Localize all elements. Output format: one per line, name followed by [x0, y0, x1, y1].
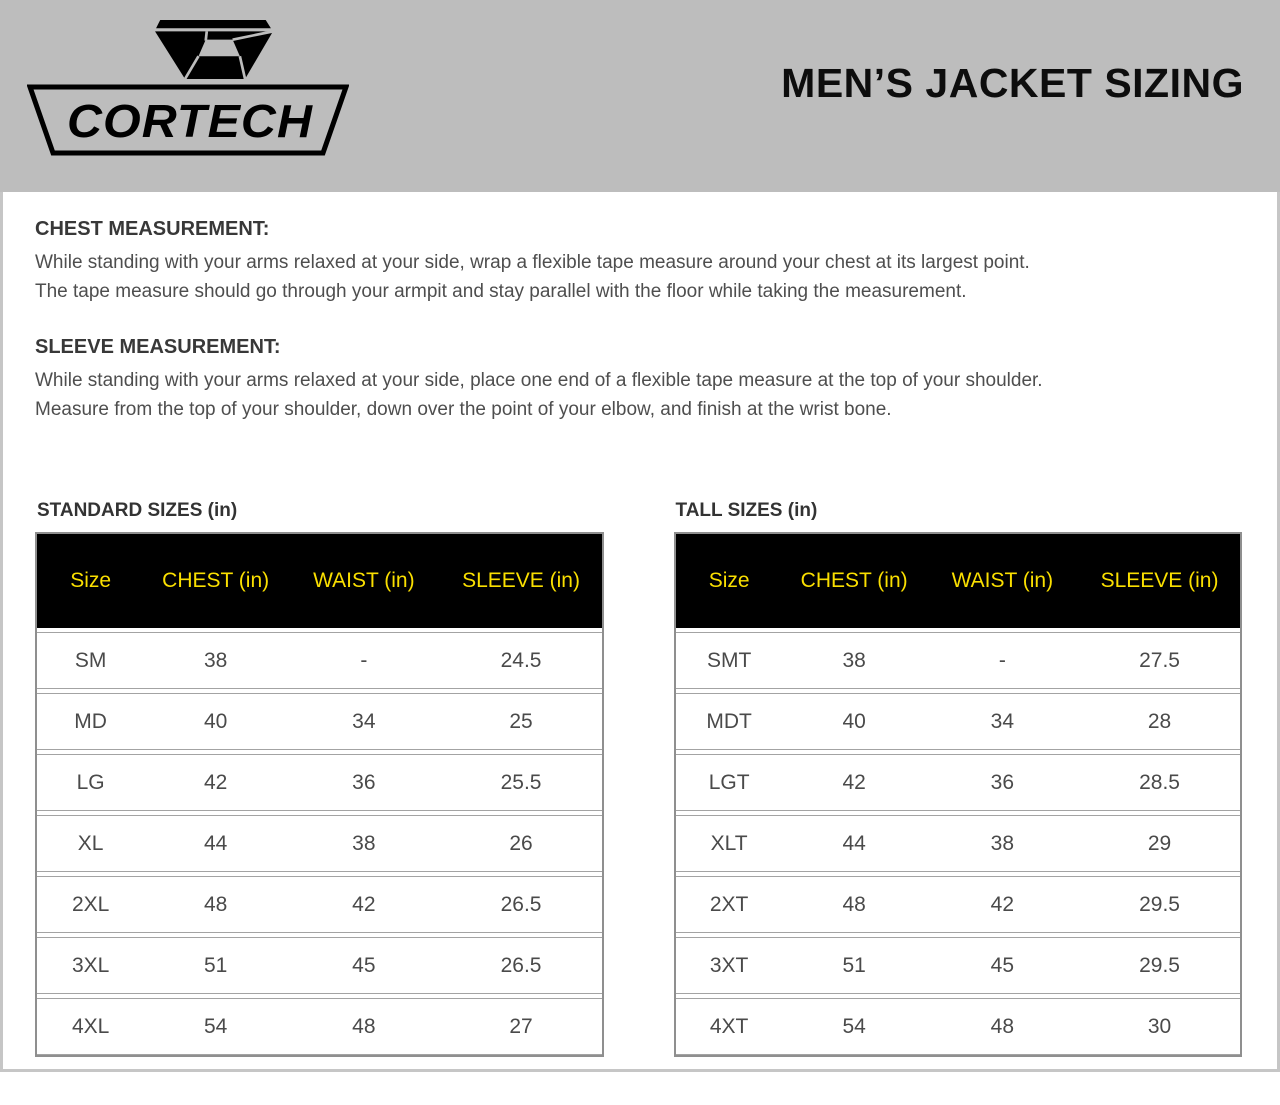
table-row [676, 632, 1241, 689]
table-cell: 48 [990, 1014, 1014, 1038]
section-text-line: The tape measure should go through your armpit and stay parallel with the floor while taking the measurement. [35, 281, 967, 302]
table-cell: 30 [1147, 1014, 1172, 1038]
table-cell: 3XL [71, 953, 110, 977]
table-cell: 38 [203, 648, 228, 672]
table-cell: 42 [203, 770, 228, 794]
section-text-line: While standing with your arms relaxed at your side, place one end of a flexible tape measure at the top of your shoulder. [35, 370, 1043, 391]
standard-sizes-table [35, 500, 604, 1057]
table-cell: SM [74, 648, 107, 672]
table-header-row [676, 534, 1241, 628]
table-cell: 44 [842, 831, 866, 855]
content-area [0, 192, 1280, 1072]
table-cell: 48 [203, 892, 228, 916]
column-header: CHEST (in) [162, 569, 270, 592]
table-row [37, 693, 602, 750]
page-title: MEN’S JACKET SIZING [781, 59, 1244, 106]
table-cell: 27 [509, 1014, 533, 1038]
table-cell: - [360, 648, 368, 672]
table-row [676, 754, 1241, 811]
table-row [37, 937, 602, 994]
table-cell: 54 [842, 1014, 866, 1038]
table-cell: 48 [352, 1014, 376, 1038]
table-body [676, 632, 1241, 1055]
table-cell: MD [74, 709, 107, 733]
table-body [37, 632, 602, 1055]
table-cell: 42 [352, 892, 376, 916]
table-row [37, 876, 602, 933]
size-tables [35, 500, 1242, 1057]
tall-sizes-table [674, 500, 1243, 1057]
table-cell: 2XL [71, 892, 110, 916]
table-cell: 36 [352, 770, 376, 794]
table-cell: 29 [1147, 831, 1172, 855]
table-cell: 2XT [709, 892, 749, 916]
table-cell: 40 [203, 709, 228, 733]
column-header: Size [70, 569, 112, 592]
table-title: TALL SIZES (in) [675, 500, 818, 521]
table-cell: 3XT [709, 953, 749, 977]
chest-measurement-section [35, 218, 1242, 306]
cortech-wordmark [27, 84, 349, 156]
table-row [37, 754, 602, 811]
table [674, 532, 1243, 1057]
table-cell: 26.5 [500, 953, 542, 977]
table-cell: 26.5 [500, 892, 542, 916]
table-cell: 28 [1147, 709, 1172, 733]
page-header [0, 0, 1280, 192]
table-row [676, 876, 1241, 933]
section-text-line: Measure from the top of your shoulder, down over the point of your elbow, and finish at the wrist bone. [35, 399, 892, 420]
table-cell: 25 [509, 709, 533, 733]
column-header: SLEEVE (in) [1100, 569, 1219, 592]
table-cell: 38 [352, 831, 376, 855]
cortech-emblem-icon [139, 20, 289, 80]
table-cell: 44 [203, 831, 228, 855]
table-cell: 25.5 [500, 770, 542, 794]
table-cell: 26 [509, 831, 533, 855]
table-cell: MDT [706, 709, 752, 733]
table-cell: 29.5 [1139, 892, 1180, 916]
table-cell: 54 [203, 1014, 228, 1038]
table-title: STANDARD SIZES (in) [37, 500, 238, 521]
table-row [676, 815, 1241, 872]
table-cell: 29.5 [1139, 953, 1180, 977]
table-row [37, 815, 602, 872]
section-heading: SLEEVE MEASUREMENT: [35, 336, 281, 358]
table-row [37, 632, 602, 689]
cortech-logo [27, 0, 349, 192]
table-cell: 38 [842, 648, 866, 672]
table-cell: 48 [842, 892, 866, 916]
column-header: CHEST (in) [800, 569, 908, 592]
table-row [676, 998, 1241, 1055]
table-cell: 38 [990, 831, 1014, 855]
table-cell: 45 [990, 953, 1014, 977]
table-cell: - [998, 648, 1006, 672]
table [35, 532, 604, 1057]
table-cell: 45 [352, 953, 376, 977]
table-row [676, 937, 1241, 994]
table-cell: LG [76, 770, 105, 794]
table-header-row [37, 534, 602, 628]
table-cell: 4XT [709, 1014, 749, 1038]
table-cell: 40 [842, 709, 866, 733]
column-header: SLEEVE (in) [462, 569, 580, 592]
section-heading: CHEST MEASUREMENT: [35, 218, 270, 240]
table-cell: 36 [990, 770, 1014, 794]
section-text-line: While standing with your arms relaxed at your side, wrap a flexible tape measure around your chest at its largest point. [35, 252, 1030, 273]
table-cell: 51 [203, 953, 228, 977]
table-cell: 27.5 [1139, 648, 1180, 672]
sleeve-measurement-section [35, 336, 1242, 424]
table-row [676, 693, 1241, 750]
table-cell: LGT [708, 770, 750, 794]
table-cell: 51 [842, 953, 866, 977]
table-row [37, 998, 602, 1055]
table-cell: XL [77, 831, 104, 855]
table-cell: SMT [706, 648, 752, 672]
column-header: WAIST (in) [313, 569, 415, 592]
wordmark-text: CORTECH [67, 95, 313, 147]
table-cell: 4XL [71, 1014, 110, 1038]
table-cell: 42 [990, 892, 1014, 916]
table-cell: 28.5 [1139, 770, 1180, 794]
table-cell: 34 [990, 709, 1014, 733]
table-cell: 34 [352, 709, 376, 733]
column-header: Size [708, 569, 750, 592]
column-header: WAIST (in) [951, 569, 1054, 592]
table-cell: XLT [710, 831, 748, 855]
table-cell: 24.5 [500, 648, 542, 672]
table-cell: 42 [842, 770, 866, 794]
